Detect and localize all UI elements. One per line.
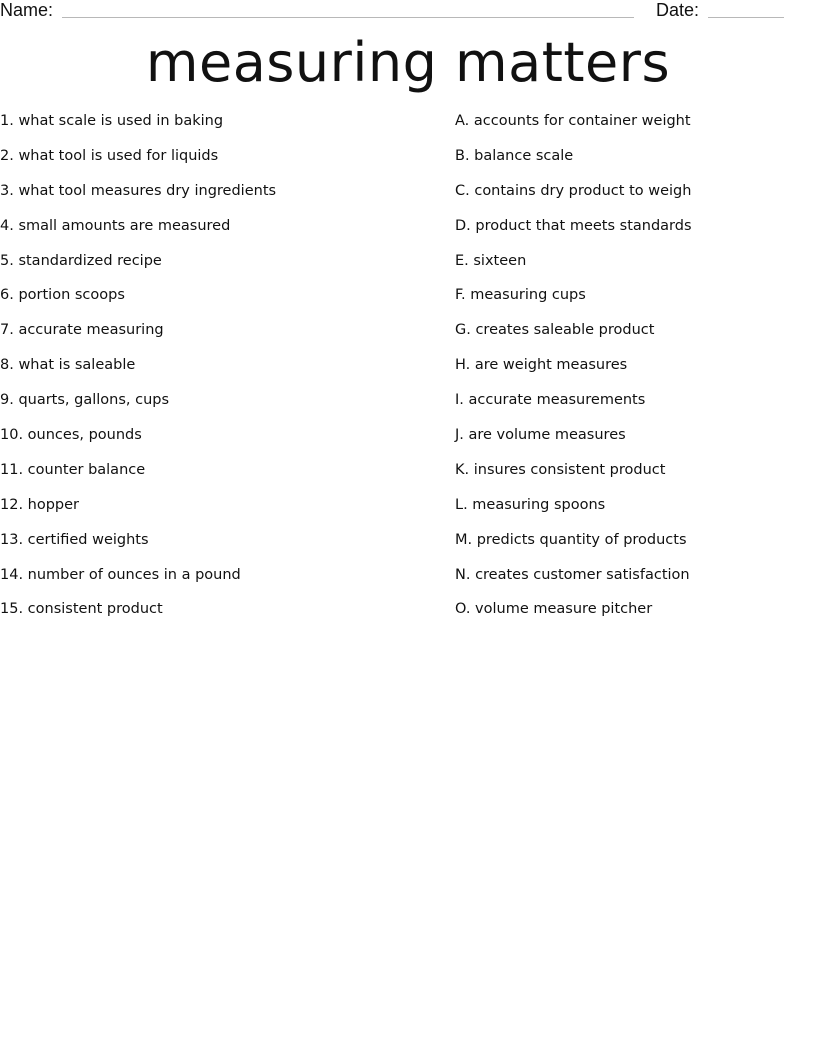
question-item: 14. number of ounces in a pound: [0, 566, 241, 583]
answer-item: F. measuring cups: [455, 287, 586, 304]
answers-list: [455, 111, 810, 634]
answer-item: K. insures consistent product: [455, 461, 666, 478]
answer-item: G. creates saleable product: [455, 322, 655, 339]
answer-item: I. accurate measurements: [455, 392, 646, 409]
questions-list: [0, 111, 440, 634]
name-blank-line: [62, 17, 634, 18]
question-item: 4. small amounts are measured: [0, 217, 231, 234]
answer-item: C. contains dry product to weigh: [455, 182, 692, 199]
worksheet-title: measuring matters: [145, 31, 671, 94]
question-item: 2. what tool is used for liquids: [0, 147, 219, 164]
question-item: 6. portion scoops: [0, 287, 125, 304]
answer-item: B. balance scale: [455, 147, 574, 164]
question-item: 5. standardized recipe: [0, 252, 162, 269]
question-item: 8. what is saleable: [0, 357, 136, 374]
question-item: 7. accurate measuring: [0, 322, 164, 339]
answer-item: M. predicts quantity of products: [455, 531, 687, 548]
answer-item: L. measuring spoons: [455, 496, 606, 513]
question-item: 10. ounces, pounds: [0, 427, 142, 444]
answer-item: O. volume measure pitcher: [455, 601, 653, 618]
name-label: Name:: [0, 0, 54, 20]
question-item: 11. counter balance: [0, 461, 146, 478]
answer-item: E. sixteen: [455, 252, 527, 269]
question-item: 13. certified weights: [0, 531, 149, 548]
question-item: 12. hopper: [0, 496, 80, 513]
worksheet-header: [0, 0, 816, 24]
answer-item: J. are volume measures: [455, 427, 626, 444]
question-item: 15. consistent product: [0, 601, 163, 618]
question-item: 9. quarts, gallons, cups: [0, 392, 170, 409]
date-blank-line: [708, 17, 784, 18]
question-item: 1. what scale is used in baking: [0, 113, 224, 129]
question-item: 3. what tool measures dry ingredients: [0, 182, 277, 199]
date-label: Date:: [656, 0, 700, 20]
answer-item: A. accounts for container weight: [455, 113, 691, 129]
answer-item: N. creates customer satisfaction: [455, 566, 690, 583]
answer-item: D. product that meets standards: [455, 217, 692, 234]
answer-item: H. are weight measures: [455, 357, 628, 374]
